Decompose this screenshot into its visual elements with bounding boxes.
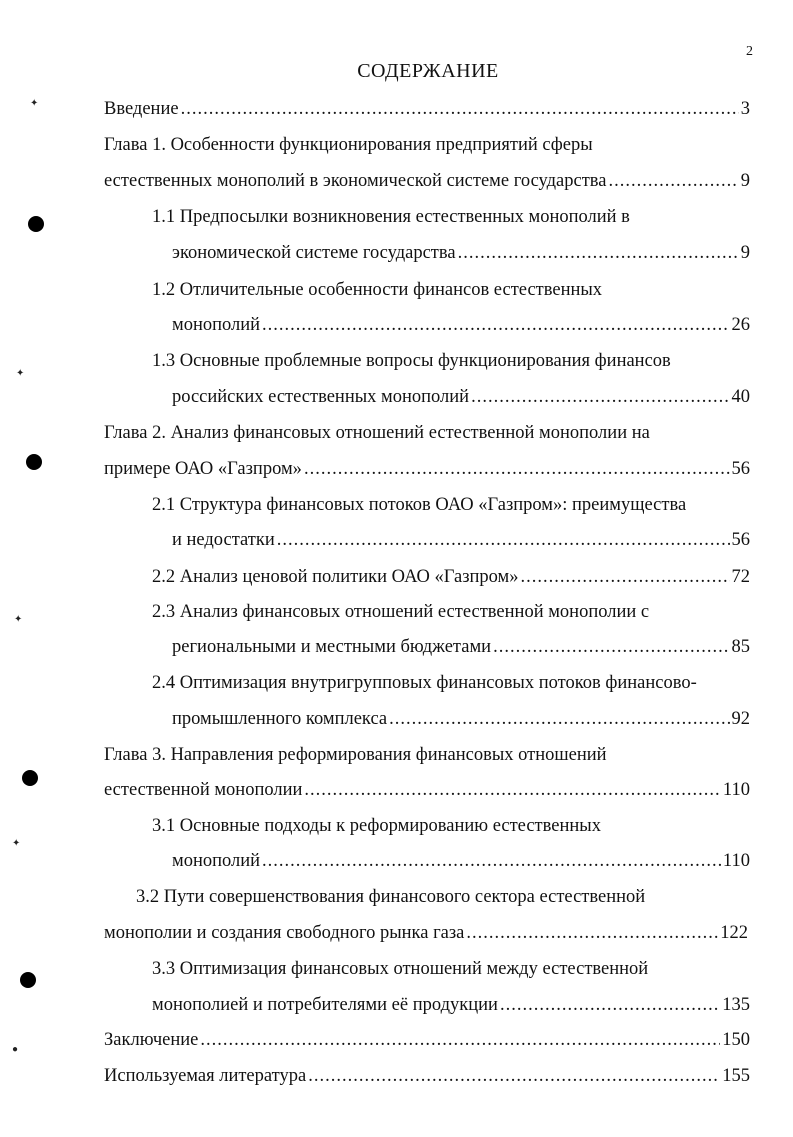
toc-page-number: 9: [740, 243, 750, 263]
toc-entry-1-2-line-1[interactable]: [152, 277, 750, 303]
toc-entry-text: Используемая литература: [104, 1066, 307, 1086]
toc-entry-1-1-line-1[interactable]: [152, 204, 750, 230]
toc-entry-text: Заключение: [104, 1030, 199, 1050]
punch-hole-mark: [22, 770, 38, 786]
punch-hole-mark: [20, 972, 36, 988]
toc-entry-1-1-line-2[interactable]: [172, 240, 750, 266]
toc-entry-intro[interactable]: [104, 96, 750, 122]
leader-dots: [304, 777, 721, 803]
toc-page-number: 150: [722, 1030, 750, 1050]
toc-entry-text: Глава 3. Направления реформирования финансовых отношений: [104, 745, 607, 765]
leader-dots: [458, 240, 739, 266]
toc-page-number: 40: [731, 387, 750, 407]
leader-dots: [471, 384, 729, 410]
page-number: 2: [746, 44, 753, 59]
toc-entry-text: российских естественных монополий: [172, 387, 470, 407]
toc-entry-1-2-line-2[interactable]: [172, 312, 750, 338]
scan-speck: ✦: [16, 368, 25, 379]
scan-speck: ●: [12, 1044, 19, 1055]
leader-dots: [389, 706, 729, 732]
toc-page-number: 9: [740, 171, 750, 191]
leader-dots: [308, 1063, 720, 1089]
leader-dots: [304, 456, 730, 482]
leader-dots: [200, 1027, 720, 1053]
toc-page-number: 92: [731, 709, 750, 729]
toc-entry-text: монополии и создания свободного рынка газа: [104, 923, 465, 943]
punch-hole-mark: [26, 454, 42, 470]
toc-page-number: 110: [722, 851, 750, 871]
toc-page-number: 110: [722, 780, 750, 800]
toc-page-number: 56: [731, 459, 750, 479]
toc-entry-2-1-line-1[interactable]: [152, 492, 750, 518]
toc-entry-3-3-line-1[interactable]: [152, 956, 750, 982]
toc-entry-text: 1.1 Предпосылки возникновения естественных монополий в: [152, 207, 630, 227]
toc-entry-references[interactable]: [104, 1063, 750, 1089]
scan-speck: ✦: [12, 838, 21, 849]
toc-entry-chapter-1-line-2[interactable]: [104, 168, 750, 194]
toc-entry-2-3-line-1[interactable]: [152, 599, 750, 625]
toc-page-number: 85: [731, 637, 750, 657]
toc-entry-text: 2.4 Оптимизация внутригрупповых финансовых потоков финансово-: [152, 673, 697, 693]
toc-entry-text: 1.3 Основные проблемные вопросы функционирования финансов: [152, 351, 671, 371]
punch-hole-mark: [28, 216, 44, 232]
toc-entry-text: Глава 2. Анализ финансовых отношений естественной монополии на: [104, 423, 650, 443]
toc-page-number: 122: [720, 923, 748, 943]
toc-entry-2-4-line-1[interactable]: [152, 670, 750, 696]
toc-entry-text: региональными и местными бюджетами: [172, 637, 492, 657]
toc-entry-text: промышленного комплекса: [172, 709, 388, 729]
toc-entry-text: 3.2 Пути совершенствования финансового сектора естественной: [136, 887, 646, 907]
toc-entry-text: Введение: [104, 99, 179, 119]
toc-entry-text: монополией и потребителями её продукции: [152, 995, 498, 1015]
toc-entry-text: Глава 1. Особенности функционирования предприятий сферы: [104, 135, 593, 155]
toc-entry-chapter-3-line-2[interactable]: [104, 777, 750, 803]
toc-entry-text: экономической системе государства: [172, 243, 456, 263]
toc-page-number: 3: [740, 99, 750, 119]
toc-entry-3-1-line-1[interactable]: [152, 813, 750, 839]
scan-speck: ✦: [14, 614, 23, 625]
toc-entry-3-1-line-2[interactable]: [172, 848, 750, 874]
toc-entry-text: 2.2 Анализ ценовой политики ОАО «Газпром»: [152, 567, 519, 587]
toc-entry-conclusion[interactable]: [104, 1027, 750, 1053]
toc-entry-chapter-2-line-2[interactable]: [104, 456, 750, 482]
toc-entry-text: естественных монополий в экономической системе государства: [104, 171, 607, 191]
leader-dots: [521, 564, 730, 590]
leader-dots: [262, 312, 729, 338]
leader-dots: [181, 96, 739, 122]
toc-entry-3-3-line-2[interactable]: [152, 992, 750, 1018]
toc-page-number: 72: [731, 567, 750, 587]
toc-entry-text: 1.2 Отличительные особенности финансов естественных: [152, 280, 603, 300]
toc-entry-text: монополий: [172, 851, 261, 871]
toc-entry-text: примере ОАО «Газпром»: [104, 459, 302, 479]
toc-entry-text: 3.1 Основные подходы к реформированию естественных: [152, 816, 601, 836]
toc-entry-3-2-line-2[interactable]: [104, 920, 748, 946]
toc-page-number: 56: [731, 530, 750, 550]
toc-entry-text: монополий: [172, 315, 261, 335]
toc-entry-1-3-line-1[interactable]: [152, 348, 750, 374]
toc-entry-text: 3.3 Оптимизация финансовых отношений между естественной: [152, 959, 649, 979]
toc-entry-text: 2.3 Анализ финансовых отношений естественной монополии с: [152, 602, 650, 622]
leader-dots: [500, 992, 720, 1018]
toc-entry-2-3-line-2[interactable]: [172, 634, 750, 660]
leader-dots: [609, 168, 739, 194]
leader-dots: [277, 527, 730, 553]
toc-entry-chapter-1-line-1[interactable]: [104, 132, 750, 158]
toc-page-number: 135: [722, 995, 750, 1015]
toc-entry-chapter-2-line-1[interactable]: [104, 420, 750, 446]
toc-entry-text: 2.1 Структура финансовых потоков ОАО «Газпром»: преимущества: [152, 495, 687, 515]
leader-dots: [493, 634, 729, 660]
scan-speck: ✦: [30, 98, 39, 109]
page-title: СОДЕРЖАНИЕ: [357, 60, 499, 82]
toc-entry-1-3-line-2[interactable]: [172, 384, 750, 410]
toc-entry-2-2[interactable]: [152, 564, 750, 590]
toc-entry-chapter-3-line-1[interactable]: [104, 742, 750, 768]
toc-page-number: 155: [722, 1066, 750, 1086]
toc-page-number: 26: [731, 315, 750, 335]
toc-entry-3-2-line-1[interactable]: [136, 884, 748, 910]
toc-entry-2-4-line-2[interactable]: [172, 706, 750, 732]
toc-entry-2-1-line-2[interactable]: [172, 527, 750, 553]
leader-dots: [262, 848, 721, 874]
leader-dots: [466, 920, 718, 946]
toc-entry-text: и недостатки: [172, 530, 275, 550]
toc-entry-text: естественной монополии: [104, 780, 303, 800]
